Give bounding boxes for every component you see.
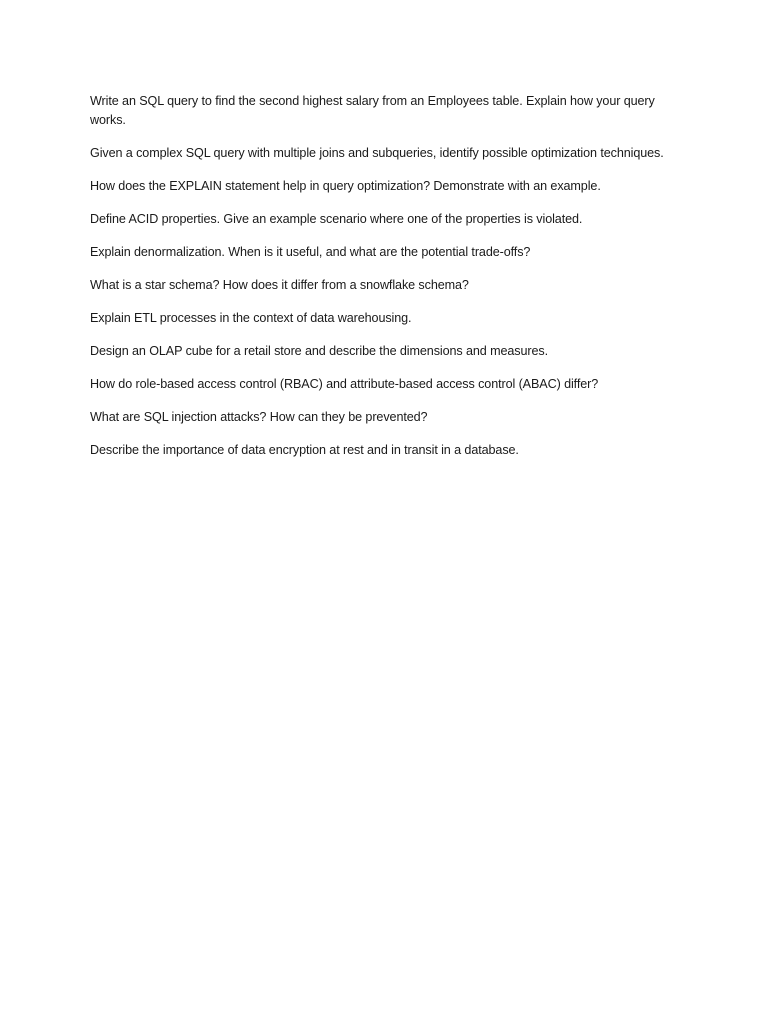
question-list [90, 92, 680, 474]
question-paragraph: Given a complex SQL query with multiple joins and subqueries, identify possible optimization techniques. [90, 146, 664, 160]
question-paragraph: Explain denormalization. When is it useful, and what are the potential trade-offs? [90, 245, 531, 259]
question-paragraph: Explain ETL processes in the context of data warehousing. [90, 311, 412, 325]
question-paragraph: Define ACID properties. Give an example scenario where one of the properties is violated. [90, 212, 583, 226]
question-paragraph: Describe the importance of data encryption at rest and in transit in a database. [90, 443, 519, 457]
question-paragraph: How do role-based access control (RBAC) and attribute-based access control (ABAC) differ? [90, 377, 599, 391]
question-paragraph: What are SQL injection attacks? How can they be prevented? [90, 410, 428, 424]
question-paragraph: How does the EXPLAIN statement help in query optimization? Demonstrate with an example. [90, 179, 601, 193]
question-paragraph: What is a star schema? How does it differ from a snowflake schema? [90, 278, 469, 292]
question-paragraph: Design an OLAP cube for a retail store and describe the dimensions and measures. [90, 344, 549, 358]
question-paragraph: Write an SQL query to find the second highest salary from an Employees table. Explain how your query works. [90, 94, 655, 127]
